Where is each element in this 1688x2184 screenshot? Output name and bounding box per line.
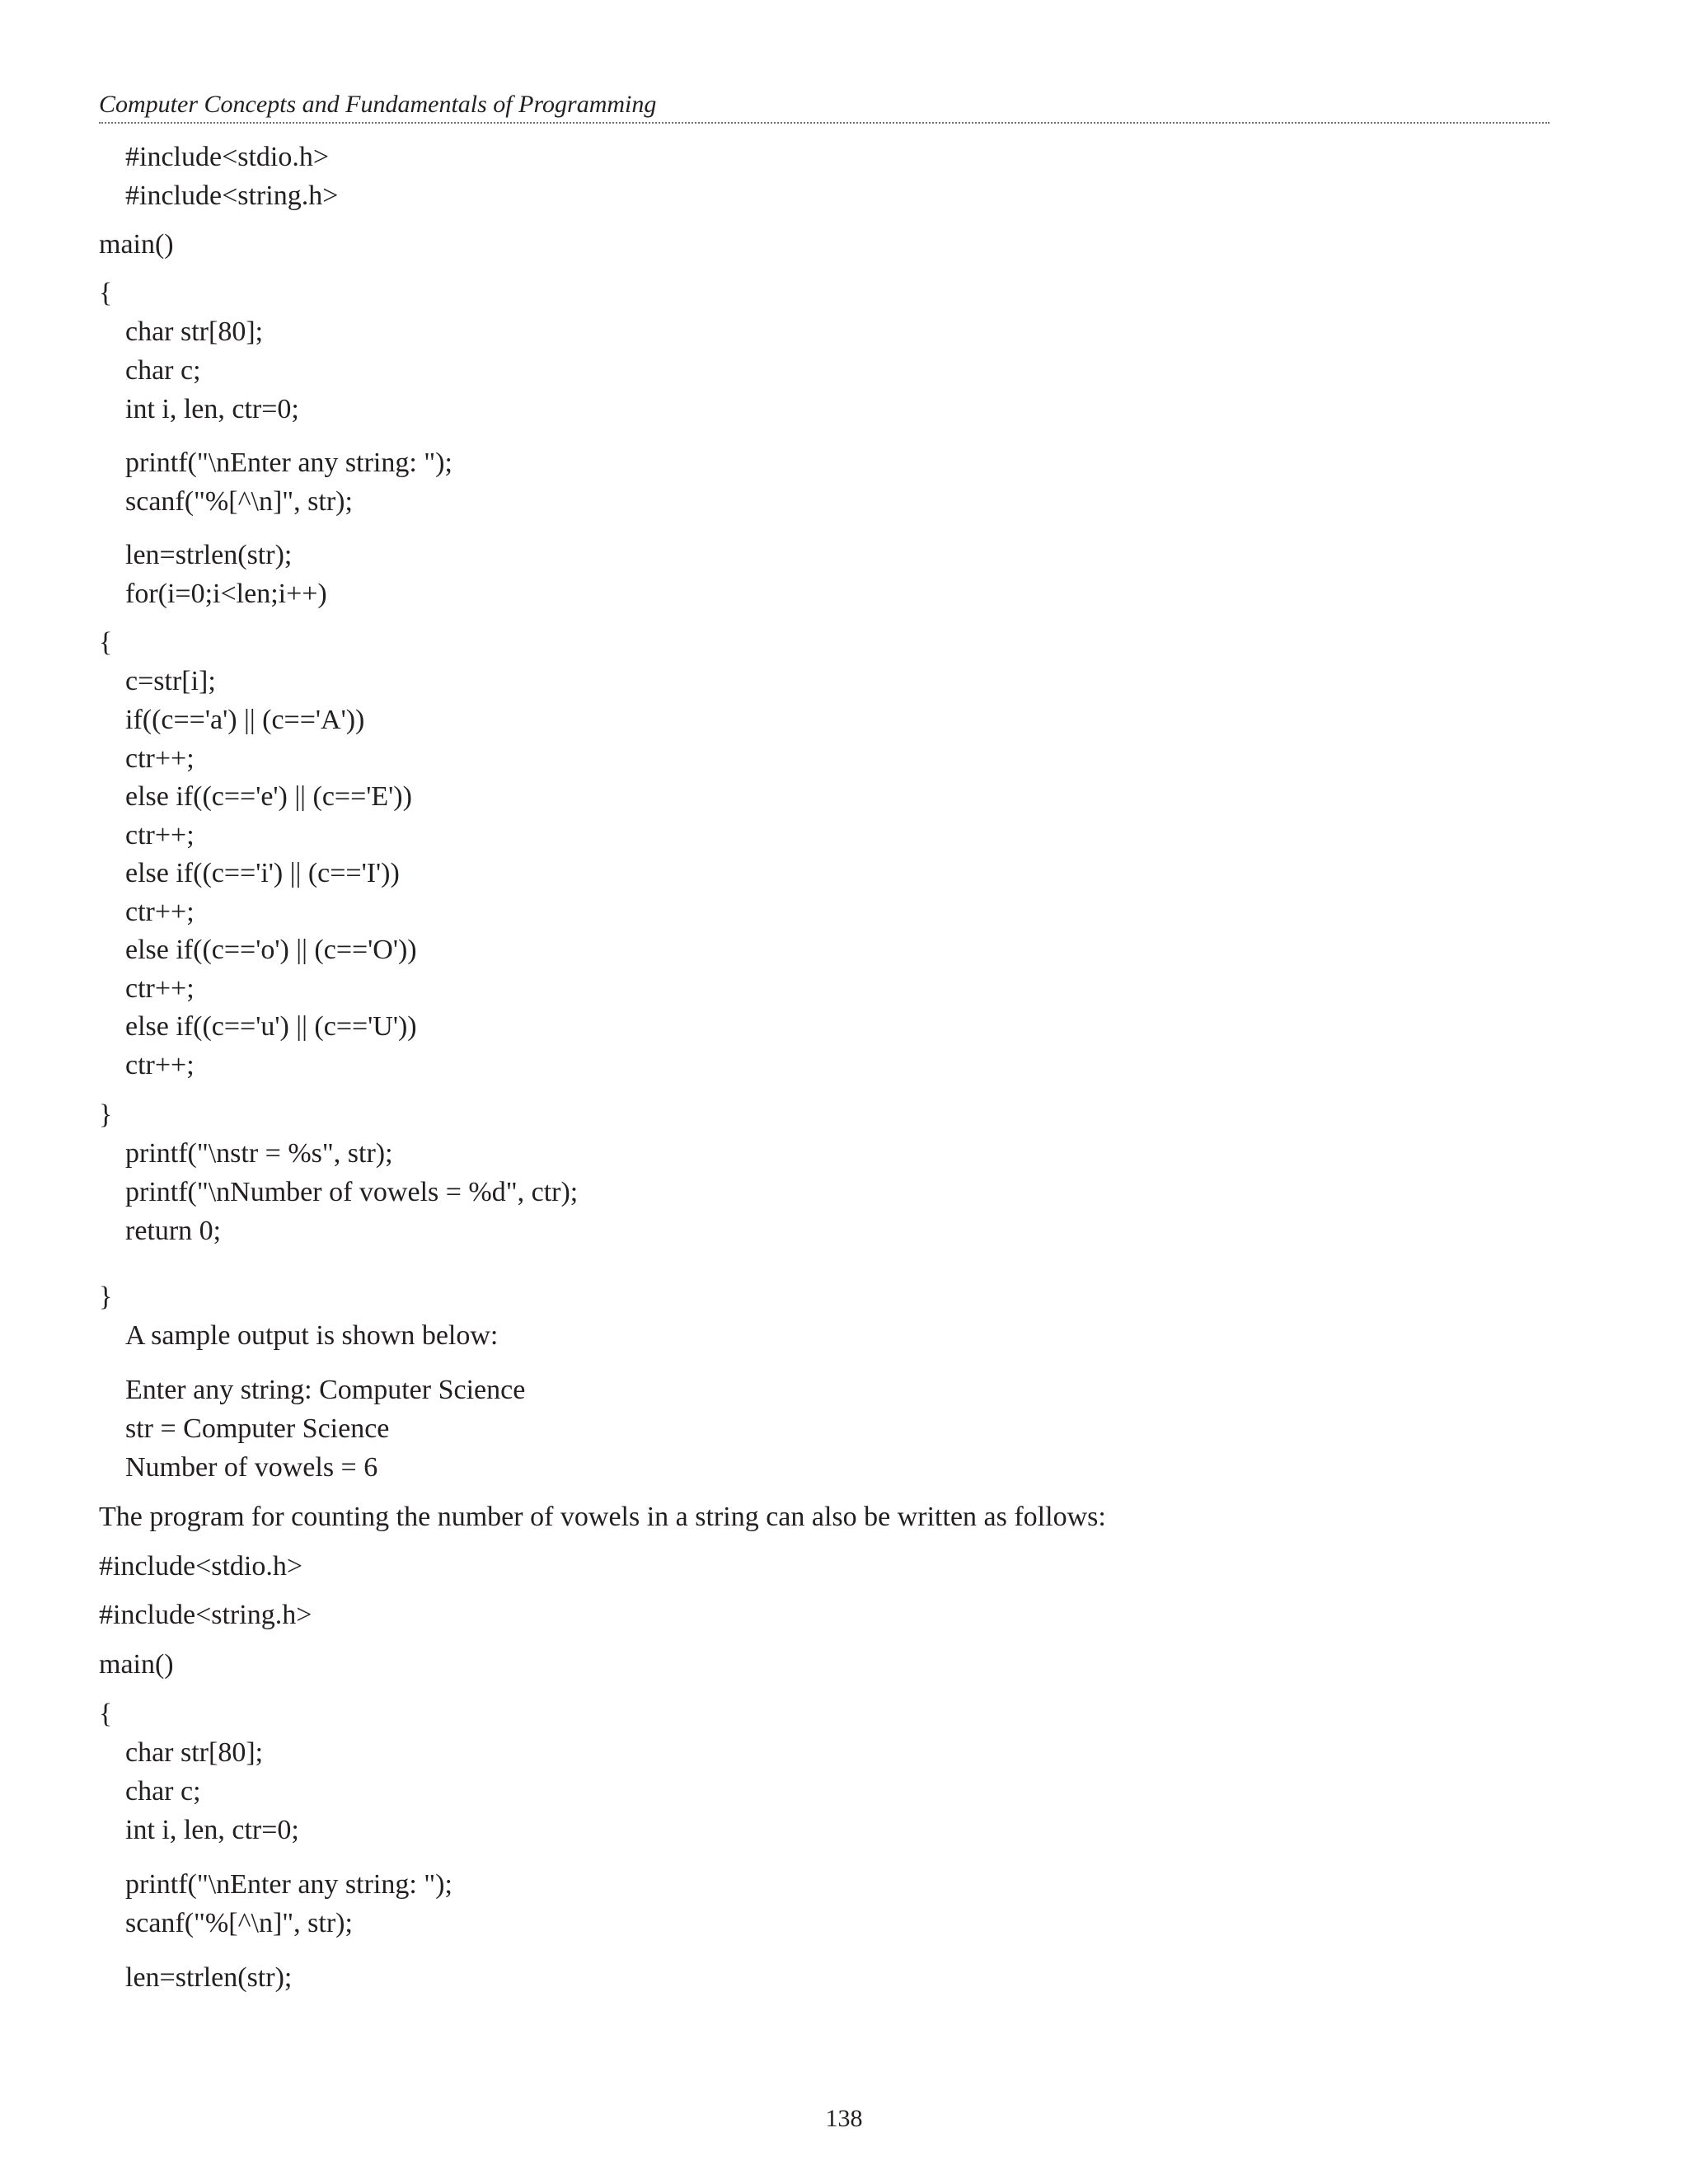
body-paragraph: The program for counting the number of vowels in a string can also be written as follows:: [99, 1502, 1106, 1532]
code-line: #include<stdio.h>: [99, 1551, 303, 1582]
code-line: #include<string.h>: [99, 1600, 312, 1630]
code-line: ctr++;: [125, 1050, 195, 1080]
output-line: str = Computer Science: [125, 1413, 390, 1444]
code-line: int i, len, ctr=0;: [125, 1815, 299, 1845]
code-line: {: [99, 1699, 113, 1729]
code-line: }: [99, 1282, 113, 1312]
running-header: [99, 86, 1550, 124]
code-line: int i, len, ctr=0;: [125, 394, 299, 424]
code-line: ctr++;: [125, 973, 195, 1004]
code-line: #include<string.h>: [125, 180, 339, 211]
sample-output-intro: A sample output is shown below:: [125, 1320, 499, 1351]
code-line: }: [99, 1099, 113, 1130]
code-line: main(): [99, 1649, 174, 1680]
code-line: char c;: [125, 355, 201, 386]
page-number: 138: [825, 2105, 863, 2132]
code-line: ctr++;: [125, 897, 195, 927]
code-line: printf("\nNumber of vowels = %d", ctr);: [125, 1177, 579, 1207]
code-line: scanf("%[^\n]", str);: [125, 486, 353, 517]
code-line: printf("\nEnter any string: ");: [125, 448, 452, 478]
code-line: else if((c=='e') || (c=='E')): [125, 781, 412, 812]
code-line: char str[80];: [125, 316, 264, 347]
code-line: return 0;: [125, 1216, 222, 1246]
code-line: ctr++;: [125, 743, 195, 774]
code-line: char c;: [125, 1776, 201, 1807]
code-line: len=strlen(str);: [125, 1962, 293, 1993]
code-line: main(): [99, 229, 174, 260]
code-line: len=strlen(str);: [125, 540, 293, 570]
code-line: for(i=0;i<len;i++): [125, 579, 327, 609]
code-line: scanf("%[^\n]", str);: [125, 1908, 353, 1938]
code-line: {: [99, 278, 113, 308]
code-line: ctr++;: [125, 820, 195, 851]
output-line: Number of vowels = 6: [125, 1452, 378, 1483]
code-line: else if((c=='i') || (c=='I')): [125, 858, 400, 888]
code-line: printf("\nstr = %s", str);: [125, 1138, 393, 1169]
output-line: Enter any string: Computer Science: [125, 1375, 526, 1405]
code-line: c=str[i];: [125, 666, 216, 696]
code-line: else if((c=='o') || (c=='O')): [125, 935, 417, 965]
code-line: char str[80];: [125, 1737, 264, 1768]
code-line: else if((c=='u') || (c=='U')): [125, 1011, 417, 1042]
code-line: {: [99, 627, 113, 658]
code-line: #include<stdio.h>: [125, 142, 330, 172]
code-line: if((c=='a') || (c=='A')): [125, 705, 365, 735]
code-line: printf("\nEnter any string: ");: [125, 1869, 452, 1900]
header-title: Computer Concepts and Fundamentals of Programming: [99, 91, 657, 118]
